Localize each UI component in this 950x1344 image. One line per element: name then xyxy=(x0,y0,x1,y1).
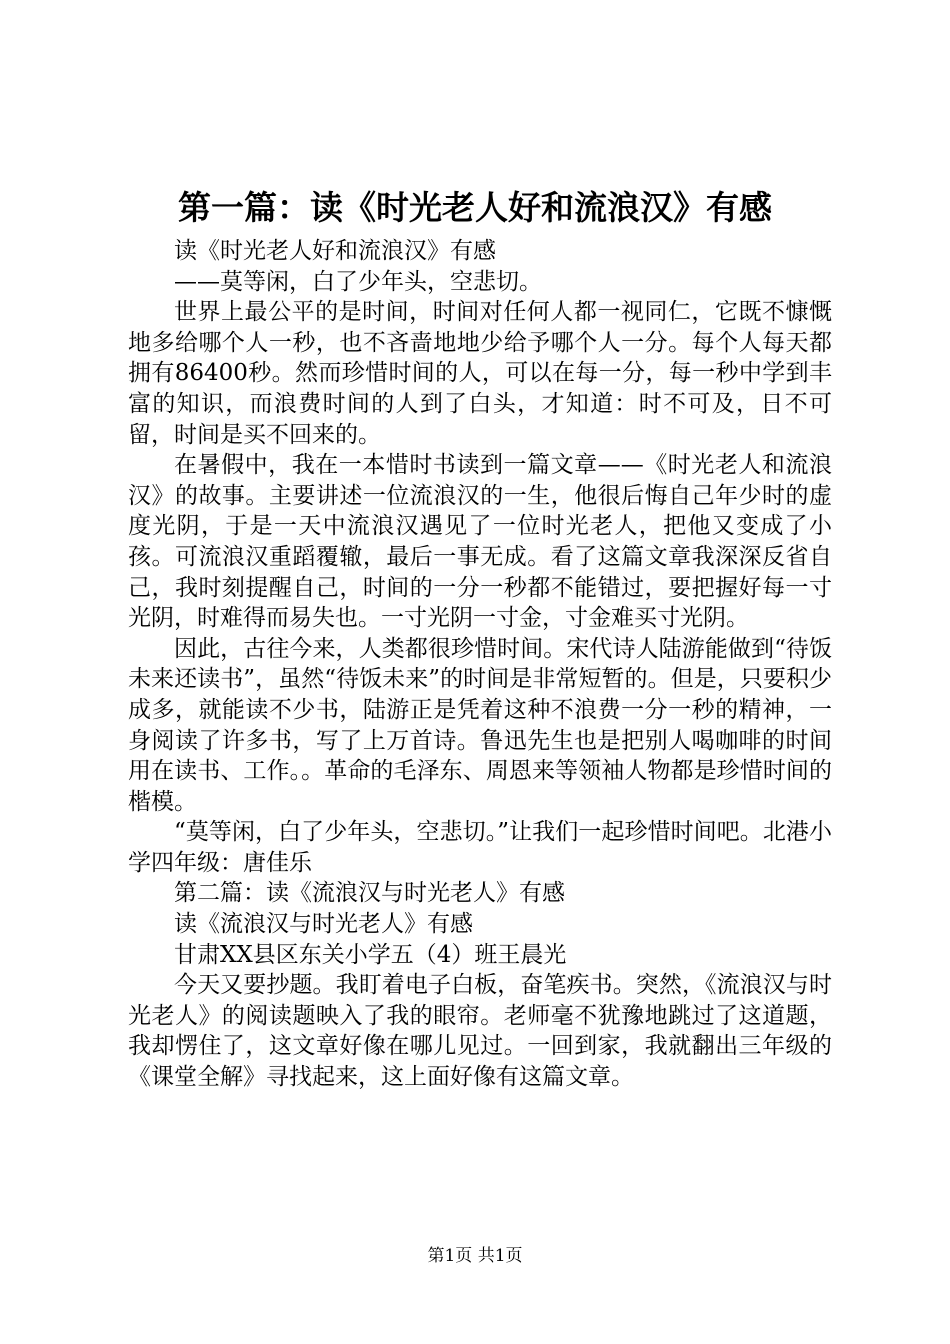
paragraph: 在暑假中，我在一本惜时书读到一篇文章——《时光老人和流浪汉》的故事。主要讲述一位流浪汉的一生，他很后悔自己年少时的虚度光阴，于是一天中流浪汉遇见了一位时光老人，把他又变成了小孩。可流浪汉重蹈覆辙，最后一事无成。看了这篇文章我深深反省自己，我时刻提醒自己，时间的一分一秒都不能错过，要把握好每一寸光阴，时难得而易失也。一寸光阴一寸金，寸金难买寸光阴。 xyxy=(128,452,832,632)
document-title: 第一篇：读《时光老人好和流浪汉》有感 xyxy=(178,188,772,227)
paragraph: 今天又要抄题。我盯着电子白板，奋笔疾书。突然，《流浪汉与时光老人》的阅读题映入了我的眼帘。老师毫不犹豫地跳过了这道题，我却愣住了，这文章好像在哪儿见过。一回到家，我就翻出三年级的《课堂全解》寻找起来，这上面好像有这篇文章。 xyxy=(128,972,832,1091)
document-body xyxy=(128,236,832,1093)
paragraph-subtitle: 读《时光老人好和流浪汉》有感 xyxy=(174,238,496,264)
paragraph: “莫等闲，白了少年头，空悲切。”让我们一起珍惜时间吧。北港小学四年级：唐佳乐 xyxy=(128,819,832,876)
paragraph-subtitle: 读《流浪汉与时光老人》有感 xyxy=(174,911,473,938)
paragraph-author: 甘肃XX县区东关小学五（4）班王晨光 xyxy=(174,941,567,968)
page-footer: 第1页 共1页 xyxy=(427,1246,523,1266)
paragraph-section-heading: 第二篇：读《流浪汉与时光老人》有感 xyxy=(174,880,565,907)
paragraph-epigraph: ——莫等闲，白了少年头，空悲切。 xyxy=(174,268,542,295)
paragraph: 因此，古往今来，人类都很珍惜时间。宋代诗人陆游能做到“待饭未来还读书”，虽然“待饭未来”的时间是非常短暂的。但是，只要积少成多，就能读不少书，陆游正是凭着这种不浪费一分一秒的精神，一身阅读了许多书，写了上万首诗。鲁迅先生也是把别人喝咖啡的时间用在读书、工作。。革命的毛泽东、周恩来等领袖人物都是珍惜时间的楷模。 xyxy=(128,635,832,815)
paragraph: 世界上最公平的是时间，时间对任何人都一视同仁，它既不慷慨地多给哪个人一秒，也不吝啬地地少给予哪个人一分。每个人每天都拥有86400秒。然而珍惜时间的人，可以在每一分，每一秒中学到丰富的知识，而浪费时间的人到了白头，才知道：时不可及，日不可留，时间是买不回来的。 xyxy=(128,299,832,448)
